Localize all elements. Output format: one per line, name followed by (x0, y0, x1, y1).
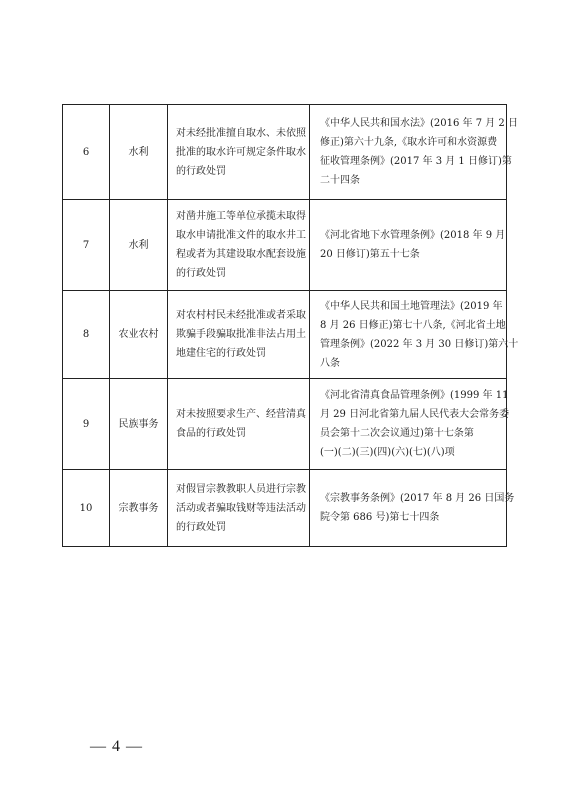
legal-basis (310, 291, 519, 379)
text-line: 《中华人民共和国土地管理法》(2019 年 (320, 300, 503, 312)
legal-basis (310, 470, 515, 547)
penalty-table (62, 104, 519, 547)
text-line: 八条 (320, 357, 340, 369)
row-number: 7 (63, 200, 110, 291)
text-line: 《宗教事务条例》(2017 年 8 月 26 日国务 (320, 493, 515, 504)
department: 民族事务 (110, 379, 168, 470)
department: 水利 (110, 105, 168, 200)
text-line: 欺骗手段骗取批准非法占用土 (176, 329, 306, 340)
text-line: 对假冒宗教教职人员进行宗教 (176, 483, 306, 495)
department: 水利 (110, 200, 168, 291)
table-row (63, 379, 507, 470)
text-line: 征收管理条例》(2017 年 3 月 1 日修订)第 (320, 156, 512, 167)
penalty-item (168, 200, 310, 291)
penalty-item (168, 470, 310, 547)
text-line: 《河北省地下水管理条例》(2018 年 9 月 (320, 230, 506, 241)
text-line: (一)(二)(三)(四)(六)(七)(八)项 (320, 447, 455, 458)
table-row (63, 291, 507, 379)
text-line: 对未按照要求生产、经营清真 (176, 409, 306, 420)
department: 宗教事务 (110, 470, 168, 547)
text-line: 的行政处罚 (176, 521, 226, 533)
department: 农业农村 (110, 291, 168, 379)
text-line: 月 29 日河北省第九届人民代表大会常务委 (320, 409, 510, 420)
text-line: 食品的行政处罚 (176, 428, 246, 439)
table-row (63, 470, 507, 547)
text-line: 二十四条 (320, 175, 360, 186)
row-number: 9 (63, 379, 110, 470)
text-line: 取水申请批准文件的取水井工 (176, 230, 306, 241)
text-line: 对农村村民未经批准或者采取 (176, 310, 306, 321)
text-line: 程或者为其建设取水配套设施 (176, 249, 306, 260)
text-line: 修正)第六十九条,《取水许可和水资源费 (320, 137, 498, 148)
legal-basis (310, 105, 518, 200)
text-line: 批准的取水许可规定条件取水 (176, 146, 306, 158)
text-line: 员会第十二次会议通过)第十七条第 (320, 428, 474, 439)
penalty-item (168, 105, 310, 200)
text-line: 8 月 26 日修正)第七十八条,《河北省土地 (320, 319, 506, 331)
text-line: 管理条例》(2022 年 3 月 30 日修订)第六十 (320, 338, 519, 350)
legal-basis (310, 379, 510, 470)
text-line: 《河北省清真食品管理条例》(1999 年 11 (320, 390, 509, 401)
text-line: 的行政处罚 (176, 165, 226, 177)
text-line: 对凿井施工等单位承揽未取得 (176, 211, 306, 222)
row-number: 10 (63, 470, 110, 547)
text-line: 对未经批准擅自取水、未依照 (176, 127, 306, 139)
table-row (63, 200, 507, 291)
penalty-item (168, 291, 310, 379)
text-line: 院令第 686 号)第七十四条 (320, 512, 440, 523)
text-line: 活动或者骗取钱财等违法活动 (176, 502, 306, 514)
text-line: 地建住宅的行政处罚 (176, 348, 266, 359)
legal-basis (310, 200, 507, 291)
row-number: 8 (63, 291, 110, 379)
penalty-item (168, 379, 310, 470)
text-line: 20 日修订)第五十七条 (320, 249, 420, 260)
text-line: 《中华人民共和国水法》(2016 年 7 月 2 日 (320, 118, 518, 129)
text-line: 的行政处罚 (176, 268, 226, 279)
page-number: — 4 — (90, 738, 143, 755)
table-row (63, 105, 507, 200)
row-number: 6 (63, 105, 110, 200)
